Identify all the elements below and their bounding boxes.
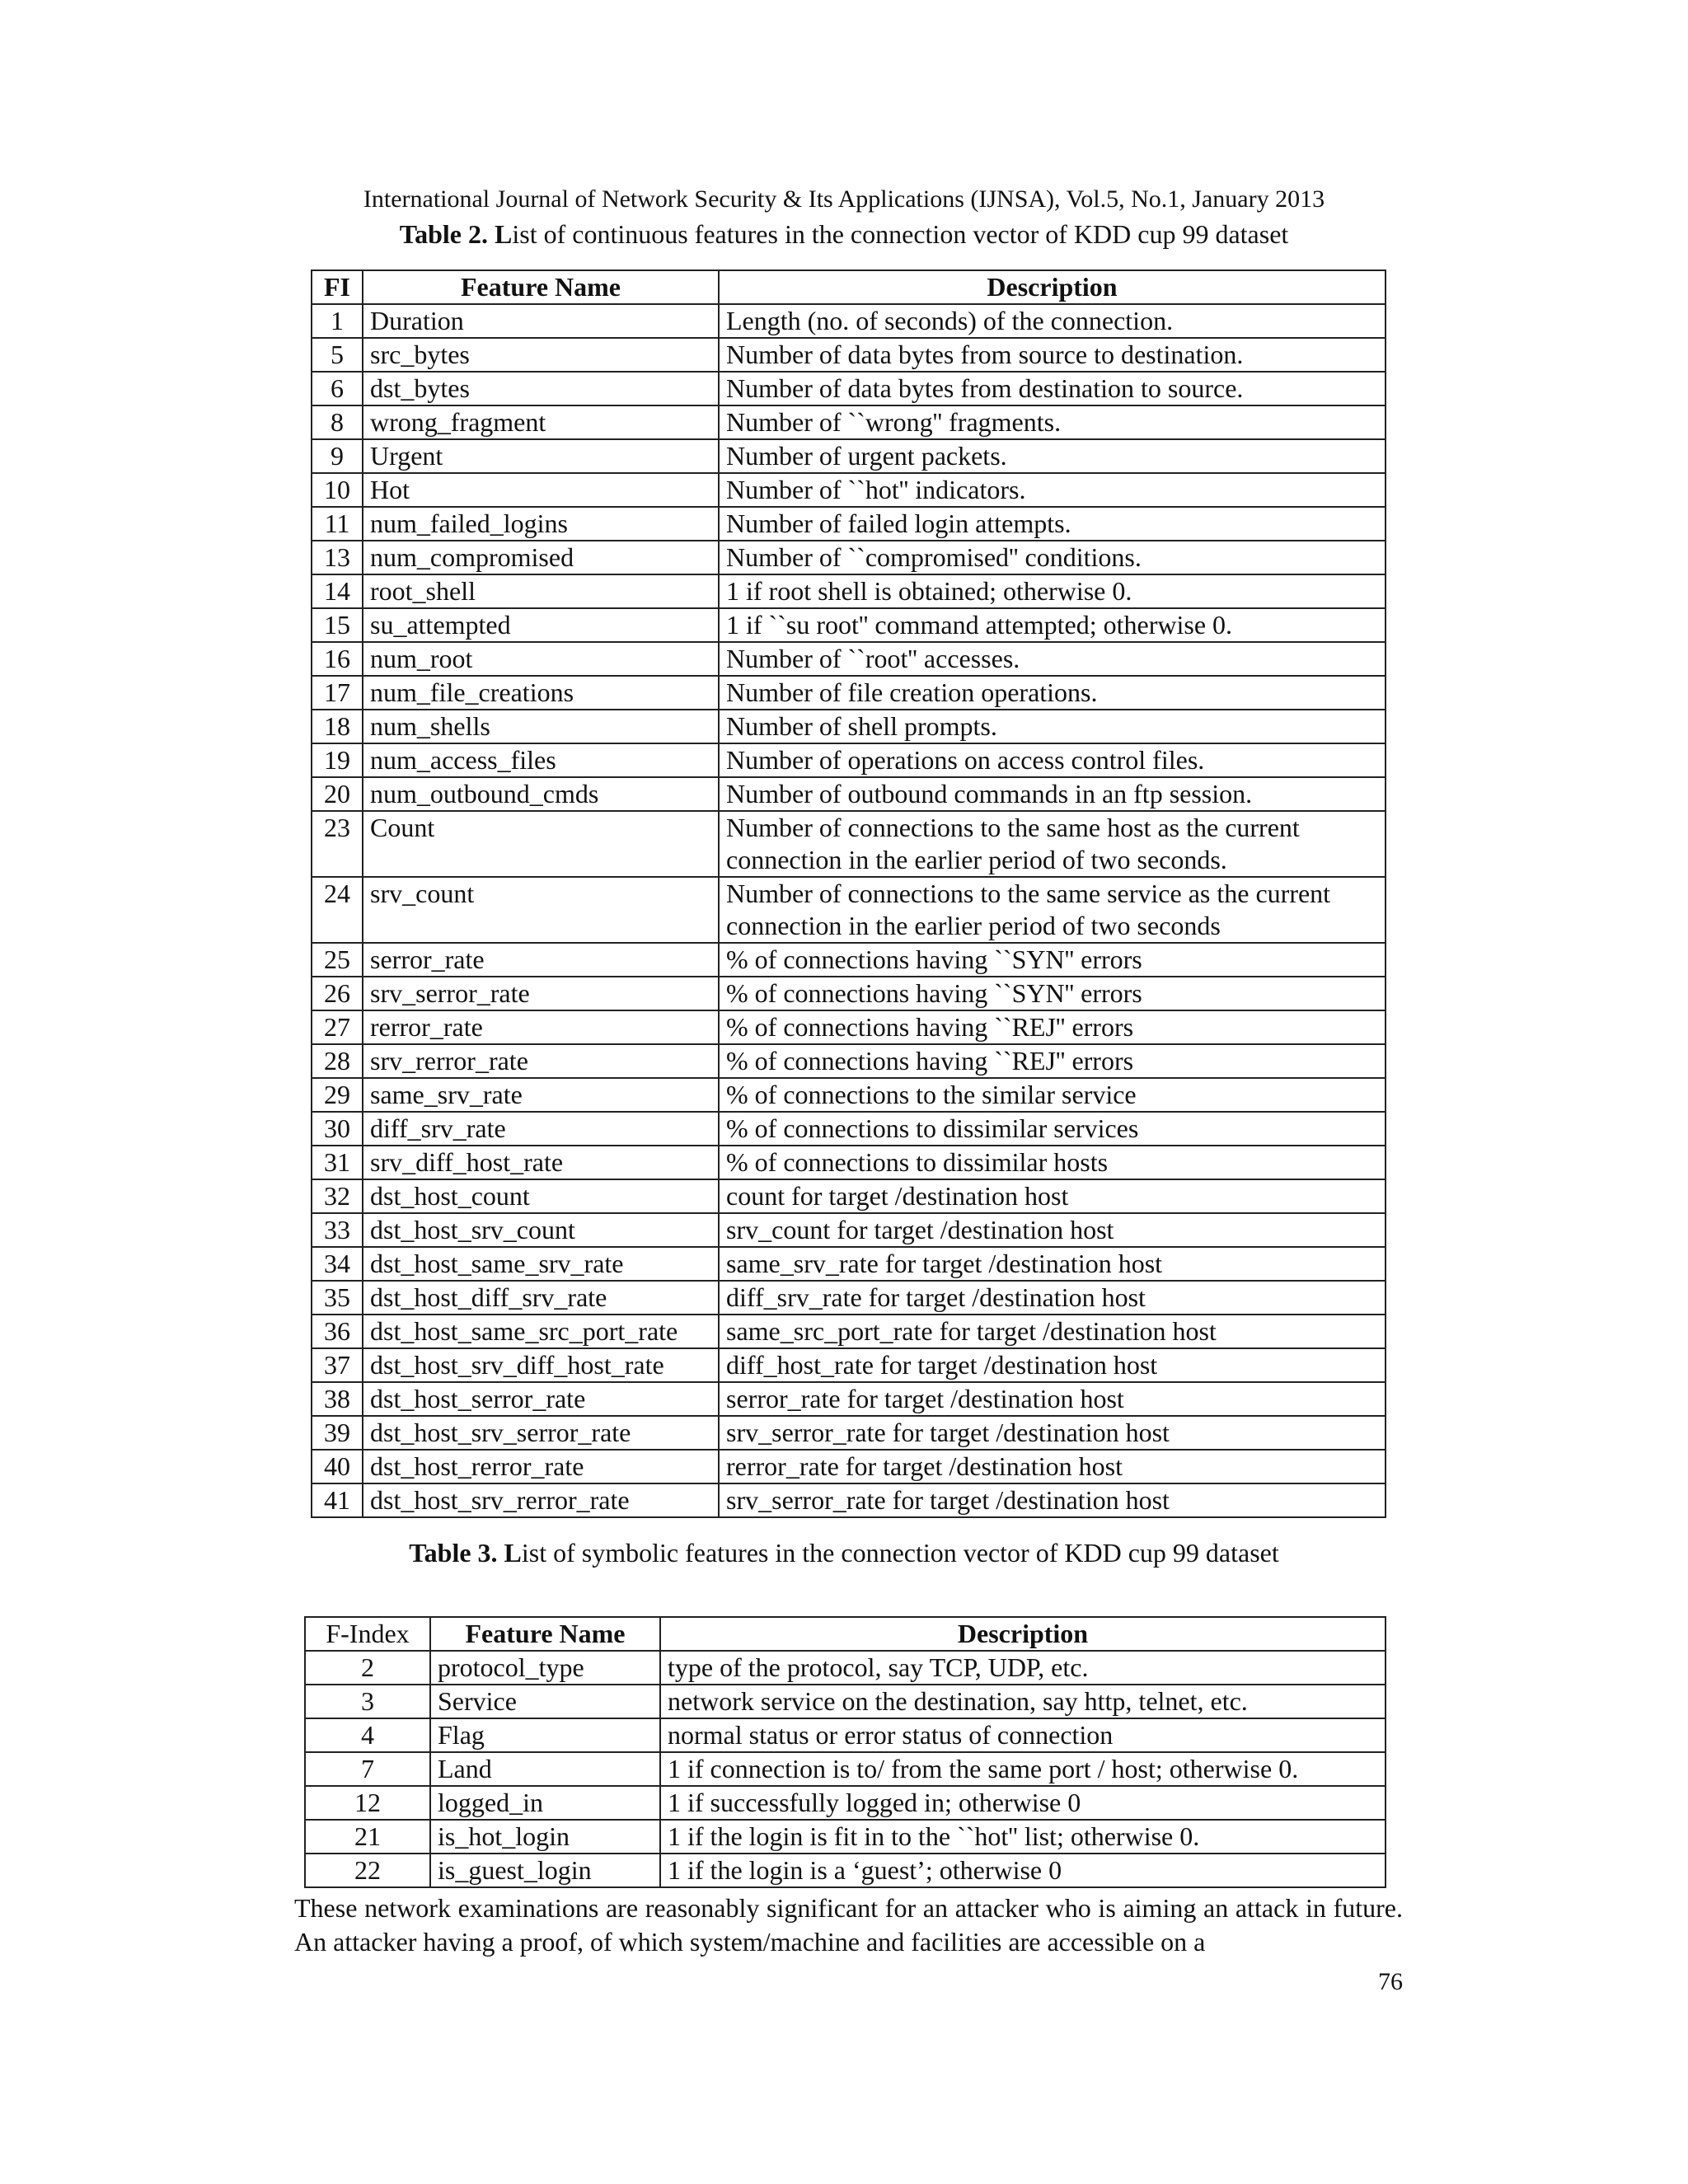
table-row — [312, 608, 1386, 642]
table-row — [312, 541, 1386, 574]
symbolic-features-table — [304, 1616, 1386, 1888]
table-row — [312, 1044, 1386, 1078]
table-row — [312, 1078, 1386, 1112]
cell-description: % of connections to dissimilar hosts — [719, 1146, 1386, 1179]
cell-feature-name: dst_host_srv_count — [363, 1213, 719, 1247]
table-row — [312, 1281, 1386, 1315]
table-header-row — [312, 270, 1386, 304]
cell-feature-name: num_shells — [363, 710, 719, 743]
body-paragraph: These network examinations are reasonably significant for an attacker who is aiming an attack in future. An attacker having a proof, of which system/machine and facilities are accessible on a — [294, 1893, 1403, 1957]
table-row — [312, 943, 1386, 977]
table-row — [312, 1382, 1386, 1416]
cell-index: 10 — [312, 473, 363, 507]
table-row — [312, 507, 1386, 541]
cell-description: 1 if connection is to/ from the same port / host; otherwise 0. — [660, 1752, 1386, 1786]
cell-index: 19 — [312, 743, 363, 777]
cell-feature-name: dst_host_srv_diff_host_rate — [363, 1348, 719, 1382]
cell-description: srv_serror_rate for target /destination host — [719, 1483, 1386, 1517]
cell-feature-name: is_guest_login — [430, 1854, 660, 1887]
cell-index: 28 — [312, 1044, 363, 1078]
cell-feature-name: logged_in — [430, 1786, 660, 1820]
cell-description: 1 if successfully logged in; otherwise 0 — [660, 1786, 1386, 1820]
cell-feature-name: dst_host_same_src_port_rate — [363, 1315, 719, 1348]
continuous-features-table — [311, 269, 1386, 1518]
table2-caption-text: ist of continuous features in the connection vector of KDD cup 99 dataset — [512, 219, 1289, 249]
cell-index: 14 — [312, 574, 363, 608]
cell-index: 34 — [312, 1247, 363, 1281]
table-row — [305, 1820, 1386, 1854]
table-row — [312, 405, 1386, 439]
cell-description: Number of ``wrong'' fragments. — [719, 405, 1386, 439]
table-row — [312, 1450, 1386, 1483]
table3-caption-label: Table 3. L — [409, 1538, 522, 1568]
table-row — [312, 574, 1386, 608]
cell-index: 1 — [312, 304, 363, 338]
cell-index: 38 — [312, 1382, 363, 1416]
table-row — [312, 1146, 1386, 1179]
cell-index: 27 — [312, 1010, 363, 1044]
cell-feature-name: num_file_creations — [363, 676, 719, 710]
cell-feature-name: num_outbound_cmds — [363, 777, 719, 811]
cell-description: % of connections having ``SYN'' errors — [719, 943, 1386, 977]
cell-feature-name: srv_diff_host_rate — [363, 1146, 719, 1179]
table-row — [312, 676, 1386, 710]
cell-feature-name: dst_host_rerror_rate — [363, 1450, 719, 1483]
table-row — [312, 1179, 1386, 1213]
cell-index: 32 — [312, 1179, 363, 1213]
cell-description: type of the protocol, say TCP, UDP, etc. — [660, 1651, 1386, 1685]
cell-description: diff_srv_rate for target /destination host — [719, 1281, 1386, 1315]
cell-description: % of connections to dissimilar services — [719, 1112, 1386, 1146]
cell-description: % of connections having ``SYN'' errors — [719, 977, 1386, 1010]
cell-index: 2 — [305, 1651, 430, 1685]
cell-description: Number of data bytes from destination to source. — [719, 372, 1386, 405]
cell-description: Length (no. of seconds) of the connection. — [719, 304, 1386, 338]
cell-description: serror_rate for target /destination host — [719, 1382, 1386, 1416]
table-row — [312, 304, 1386, 338]
cell-feature-name: dst_host_same_srv_rate — [363, 1247, 719, 1281]
cell-index: 30 — [312, 1112, 363, 1146]
cell-index: 33 — [312, 1213, 363, 1247]
table-row — [312, 811, 1386, 877]
cell-description: Number of failed login attempts. — [719, 507, 1386, 541]
cell-description: Number of ``compromised'' conditions. — [719, 541, 1386, 574]
cell-index: 39 — [312, 1416, 363, 1450]
cell-feature-name: dst_host_diff_srv_rate — [363, 1281, 719, 1315]
cell-description: network service on the destination, say http, telnet, etc. — [660, 1685, 1386, 1718]
column-header-f-index: F-Index — [305, 1617, 430, 1651]
cell-feature-name: Hot — [363, 473, 719, 507]
cell-index: 4 — [305, 1718, 430, 1752]
cell-index: 35 — [312, 1281, 363, 1315]
cell-description: % of connections to the similar service — [719, 1078, 1386, 1112]
cell-feature-name: same_srv_rate — [363, 1078, 719, 1112]
journal-header: International Journal of Network Security & Its Applications (IJNSA), Vol.5, No.1, January 2013 — [363, 185, 1325, 213]
cell-index: 6 — [312, 372, 363, 405]
cell-feature-name: dst_host_srv_serror_rate — [363, 1416, 719, 1450]
cell-description: srv_count for target /destination host — [719, 1213, 1386, 1247]
cell-feature-name: srv_serror_rate — [363, 977, 719, 1010]
cell-index: 21 — [305, 1820, 430, 1854]
cell-index: 29 — [312, 1078, 363, 1112]
table-row — [312, 338, 1386, 372]
cell-feature-name: protocol_type — [430, 1651, 660, 1685]
table-row — [312, 743, 1386, 777]
cell-index: 8 — [312, 405, 363, 439]
cell-feature-name: Service — [430, 1685, 660, 1718]
table-row — [312, 877, 1386, 943]
cell-description: 1 if the login is a ‘guest’; otherwise 0 — [660, 1854, 1386, 1887]
table2-caption — [0, 218, 1688, 251]
cell-index: 25 — [312, 943, 363, 977]
cell-feature-name: dst_host_srv_rerror_rate — [363, 1483, 719, 1517]
table-header-row — [305, 1617, 1386, 1651]
cell-description: Number of shell prompts. — [719, 710, 1386, 743]
cell-description: diff_host_rate for target /destination host — [719, 1348, 1386, 1382]
cell-index: 15 — [312, 608, 363, 642]
cell-description: Number of outbound commands in an ftp session. — [719, 777, 1386, 811]
cell-description: rerror_rate for target /destination host — [719, 1450, 1386, 1483]
cell-description: 1 if the login is fit in to the ``hot'' list; otherwise 0. — [660, 1820, 1386, 1854]
cell-description: Number of connections to the same service as the current connection in the earlier period of two seconds — [719, 877, 1386, 943]
table-row — [305, 1685, 1386, 1718]
cell-index: 12 — [305, 1786, 430, 1820]
cell-feature-name: dst_host_serror_rate — [363, 1382, 719, 1416]
cell-feature-name: num_compromised — [363, 541, 719, 574]
cell-feature-name: wrong_fragment — [363, 405, 719, 439]
cell-description: Number of data bytes from source to destination. — [719, 338, 1386, 372]
cell-index: 5 — [312, 338, 363, 372]
cell-index: 9 — [312, 439, 363, 473]
cell-feature-name: dst_bytes — [363, 372, 719, 405]
cell-description: Number of ``hot'' indicators. — [719, 473, 1386, 507]
table-row — [312, 372, 1386, 405]
page-number: 76 — [1378, 1968, 1403, 1995]
table-row — [312, 1483, 1386, 1517]
table-row — [312, 642, 1386, 676]
table-row — [312, 1315, 1386, 1348]
table3-caption — [0, 1536, 1688, 1569]
cell-description: count for target /destination host — [719, 1179, 1386, 1213]
cell-description: Number of connections to the same host as the current connection in the earlier period of two seconds. — [719, 811, 1386, 877]
cell-index: 22 — [305, 1854, 430, 1887]
cell-feature-name: diff_srv_rate — [363, 1112, 719, 1146]
cell-index: 37 — [312, 1348, 363, 1382]
table-row — [312, 777, 1386, 811]
cell-index: 41 — [312, 1483, 363, 1517]
table-row — [305, 1718, 1386, 1752]
cell-feature-name: src_bytes — [363, 338, 719, 372]
cell-feature-name: Urgent — [363, 439, 719, 473]
cell-feature-name: dst_host_count — [363, 1179, 719, 1213]
table-row — [305, 1651, 1386, 1685]
table-row — [312, 473, 1386, 507]
cell-index: 16 — [312, 642, 363, 676]
cell-index: 13 — [312, 541, 363, 574]
cell-index: 17 — [312, 676, 363, 710]
cell-description: 1 if root shell is obtained; otherwise 0. — [719, 574, 1386, 608]
table-row — [312, 1416, 1386, 1450]
cell-description: normal status or error status of connection — [660, 1718, 1386, 1752]
table-row — [312, 1247, 1386, 1281]
column-header-description: Description — [719, 270, 1386, 304]
table-row — [312, 1348, 1386, 1382]
cell-description: same_srv_rate for target /destination host — [719, 1247, 1386, 1281]
cell-feature-name: Duration — [363, 304, 719, 338]
table3-caption-text: ist of symbolic features in the connection vector of KDD cup 99 dataset — [521, 1538, 1279, 1568]
table-row — [312, 1213, 1386, 1247]
table-row — [312, 439, 1386, 473]
cell-feature-name: srv_rerror_rate — [363, 1044, 719, 1078]
table2-caption-label: Table 2. L — [399, 219, 513, 249]
cell-feature-name: srv_count — [363, 877, 719, 943]
cell-feature-name: num_access_files — [363, 743, 719, 777]
cell-description: Number of ``root'' accesses. — [719, 642, 1386, 676]
cell-feature-name: num_root — [363, 642, 719, 676]
cell-index: 3 — [305, 1685, 430, 1718]
cell-index: 31 — [312, 1146, 363, 1179]
cell-feature-name: root_shell — [363, 574, 719, 608]
column-header-feature-name: Feature Name — [363, 270, 719, 304]
cell-feature-name: is_hot_login — [430, 1820, 660, 1854]
cell-index: 40 — [312, 1450, 363, 1483]
cell-index: 7 — [305, 1752, 430, 1786]
cell-index: 11 — [312, 507, 363, 541]
cell-index: 20 — [312, 777, 363, 811]
cell-description: same_src_port_rate for target /destination host — [719, 1315, 1386, 1348]
table-row — [305, 1786, 1386, 1820]
cell-description: Number of urgent packets. — [719, 439, 1386, 473]
cell-feature-name: rerror_rate — [363, 1010, 719, 1044]
cell-description: Number of file creation operations. — [719, 676, 1386, 710]
cell-index: 26 — [312, 977, 363, 1010]
cell-index: 24 — [312, 877, 363, 943]
cell-index: 36 — [312, 1315, 363, 1348]
cell-feature-name: Count — [363, 811, 719, 877]
column-header-fi: FI — [312, 270, 363, 304]
cell-description: % of connections having ``REJ'' errors — [719, 1010, 1386, 1044]
cell-description: srv_serror_rate for target /destination host — [719, 1416, 1386, 1450]
cell-feature-name: serror_rate — [363, 943, 719, 977]
column-header-feature-name: Feature Name — [430, 1617, 660, 1651]
cell-feature-name: su_attempted — [363, 608, 719, 642]
table-row — [312, 1010, 1386, 1044]
cell-description: 1 if ``su root'' command attempted; otherwise 0. — [719, 608, 1386, 642]
table-row — [312, 1112, 1386, 1146]
cell-description: % of connections having ``REJ'' errors — [719, 1044, 1386, 1078]
cell-index: 23 — [312, 811, 363, 877]
table-row — [305, 1854, 1386, 1887]
cell-feature-name: Land — [430, 1752, 660, 1786]
cell-feature-name: Flag — [430, 1718, 660, 1752]
cell-index: 18 — [312, 710, 363, 743]
cell-description: Number of operations on access control files. — [719, 743, 1386, 777]
cell-feature-name: num_failed_logins — [363, 507, 719, 541]
table-row — [305, 1752, 1386, 1786]
table-row — [312, 710, 1386, 743]
table-row — [312, 977, 1386, 1010]
column-header-description: Description — [660, 1617, 1386, 1651]
